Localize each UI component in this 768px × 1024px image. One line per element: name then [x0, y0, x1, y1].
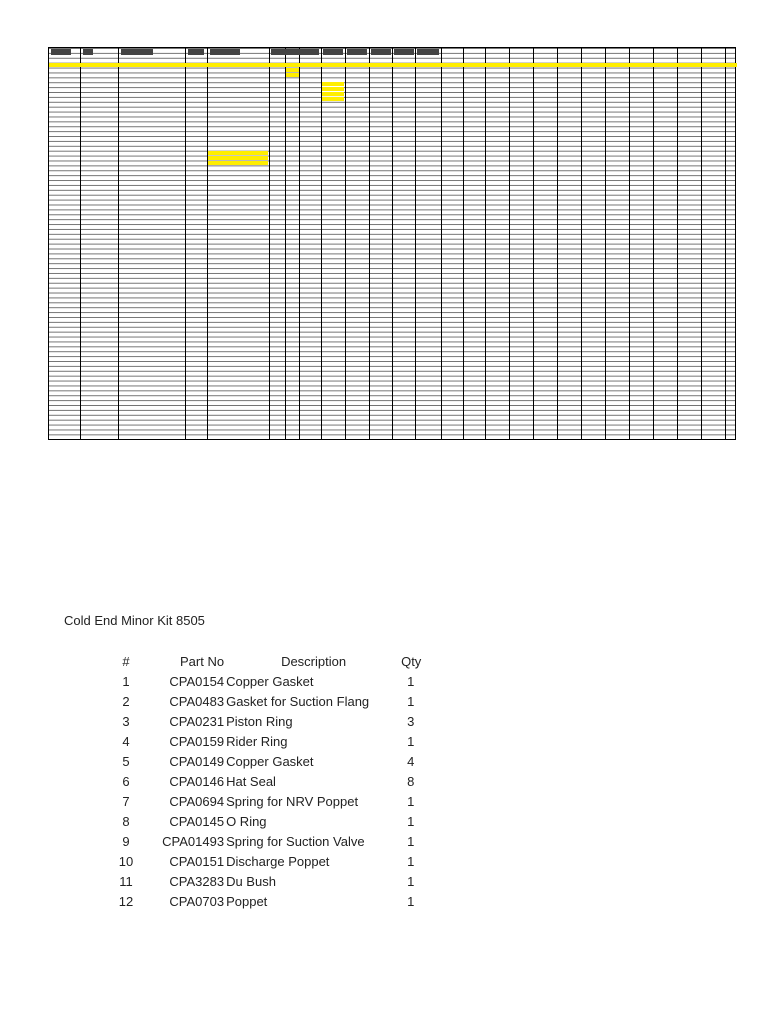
highlighted-cell [322, 97, 344, 101]
row-number: 7 [122, 794, 130, 809]
part-number: CPA0159 [169, 734, 225, 749]
part-number: CPA0145 [169, 814, 225, 829]
sheet-column-line [701, 48, 702, 439]
highlighted-cell [322, 92, 344, 96]
highlighted-row [49, 63, 737, 67]
sheet-column-line [725, 48, 726, 439]
highlighted-cell [322, 87, 344, 91]
sheet-header-text [51, 49, 71, 55]
part-description: Spring for NRV Poppet [226, 794, 359, 809]
sheet-header-text [271, 49, 319, 55]
row-number: 9 [122, 834, 130, 849]
part-description: Hat Seal [226, 774, 276, 789]
table-row [106, 832, 467, 852]
part-description: Copper Gasket [226, 754, 314, 769]
quantity: 4 [407, 754, 415, 769]
highlighted-cell [208, 161, 268, 165]
quantity: 1 [407, 874, 415, 889]
header-num: # [122, 654, 130, 669]
sheet-column-line [629, 48, 630, 439]
header-description: Description [281, 654, 347, 669]
part-description: Piston Ring [226, 714, 293, 729]
sheet-column-line [653, 48, 654, 439]
quantity: 1 [407, 674, 415, 689]
highlighted-cell [286, 73, 299, 77]
row-number: 12 [118, 894, 134, 909]
part-number: CPA0154 [169, 674, 225, 689]
row-number: 11 [119, 874, 133, 889]
sheet-column-line [415, 48, 416, 439]
sheet-column-line [269, 48, 270, 439]
sheet-column-line [285, 48, 286, 439]
part-description: Gasket for Suction Flang [226, 694, 370, 709]
sheet-column-line [605, 48, 606, 439]
part-number: CPA01493 [162, 834, 225, 849]
row-number: 5 [122, 754, 130, 769]
quantity: 3 [407, 714, 415, 729]
sheet-column-line [509, 48, 510, 439]
part-number: CPA3283 [169, 874, 225, 889]
quantity: 1 [407, 854, 415, 869]
quantity: 1 [407, 814, 415, 829]
kit-title: Cold End Minor Kit 8505 [64, 613, 205, 628]
table-header-row [106, 652, 467, 672]
highlighted-cell [322, 82, 344, 86]
part-description: Poppet [226, 894, 268, 909]
sheet-column-line [463, 48, 464, 439]
row-number: 4 [122, 734, 130, 749]
part-description: Discharge Poppet [226, 854, 330, 869]
sheet-header-text [371, 49, 391, 55]
table-row [106, 812, 467, 832]
sheet-header-text [210, 49, 240, 55]
quantity: 1 [407, 894, 415, 909]
row-number: 2 [122, 694, 130, 709]
part-number: CPA0703 [169, 894, 225, 909]
kit-table-body [106, 672, 467, 912]
sheet-header-text [323, 49, 343, 55]
sheet-header-text [347, 49, 367, 55]
part-number: CPA0694 [169, 794, 225, 809]
sheet-column-line [369, 48, 370, 439]
table-row [106, 692, 467, 712]
sheet-column-line [118, 48, 119, 439]
sheet-column-line [392, 48, 393, 439]
part-number: CPA0151 [169, 854, 225, 869]
part-description: Du Bush [226, 874, 276, 889]
parts-spreadsheet [48, 47, 736, 440]
header-part-no: Part No [180, 654, 225, 669]
sheet-header-text [188, 49, 204, 55]
part-number: CPA0149 [169, 754, 225, 769]
row-number: 3 [122, 714, 130, 729]
row-number: 10 [118, 854, 134, 869]
highlighted-cell [208, 151, 268, 155]
part-description: Spring for Suction Valve [226, 834, 365, 849]
quantity: 1 [407, 794, 415, 809]
table-row [106, 792, 467, 812]
table-row [106, 772, 467, 792]
highlighted-cell [286, 68, 299, 72]
sheet-column-line [321, 48, 322, 439]
part-description: O Ring [226, 814, 267, 829]
table-row [106, 672, 467, 692]
sheet-column-line [207, 48, 208, 439]
kit-parts-table [106, 652, 467, 912]
row-number: 8 [122, 814, 130, 829]
table-row [106, 872, 467, 892]
sheet-header-text [417, 49, 439, 55]
part-number: CPA0483 [169, 694, 225, 709]
quantity: 1 [407, 834, 415, 849]
part-description: Rider Ring [226, 734, 288, 749]
part-number: CPA0146 [169, 774, 225, 789]
quantity: 1 [407, 734, 415, 749]
sheet-column-line [533, 48, 534, 439]
header-qty: Qty [401, 654, 422, 669]
quantity: 1 [407, 694, 415, 709]
table-row [106, 712, 467, 732]
sheet-column-line [557, 48, 558, 439]
sheet-column-line [485, 48, 486, 439]
row-number: 6 [122, 774, 130, 789]
sheet-header-text [121, 49, 153, 55]
sheet-header-text [394, 49, 414, 55]
highlighted-cell [208, 156, 268, 160]
sheet-column-line [677, 48, 678, 439]
sheet-column-line [345, 48, 346, 439]
table-row [106, 892, 467, 912]
sheet-column-line [441, 48, 442, 439]
table-row [106, 852, 467, 872]
quantity: 8 [407, 774, 415, 789]
part-number: CPA0231 [169, 714, 225, 729]
sheet-header-text [83, 49, 93, 55]
sheet-column-line [80, 48, 81, 439]
table-row [106, 752, 467, 772]
sheet-column-line [185, 48, 186, 439]
sheet-column-line [581, 48, 582, 439]
table-row [106, 732, 467, 752]
sheet-column-line [299, 48, 300, 439]
part-description: Copper Gasket [226, 674, 314, 689]
row-number: 1 [122, 674, 130, 689]
